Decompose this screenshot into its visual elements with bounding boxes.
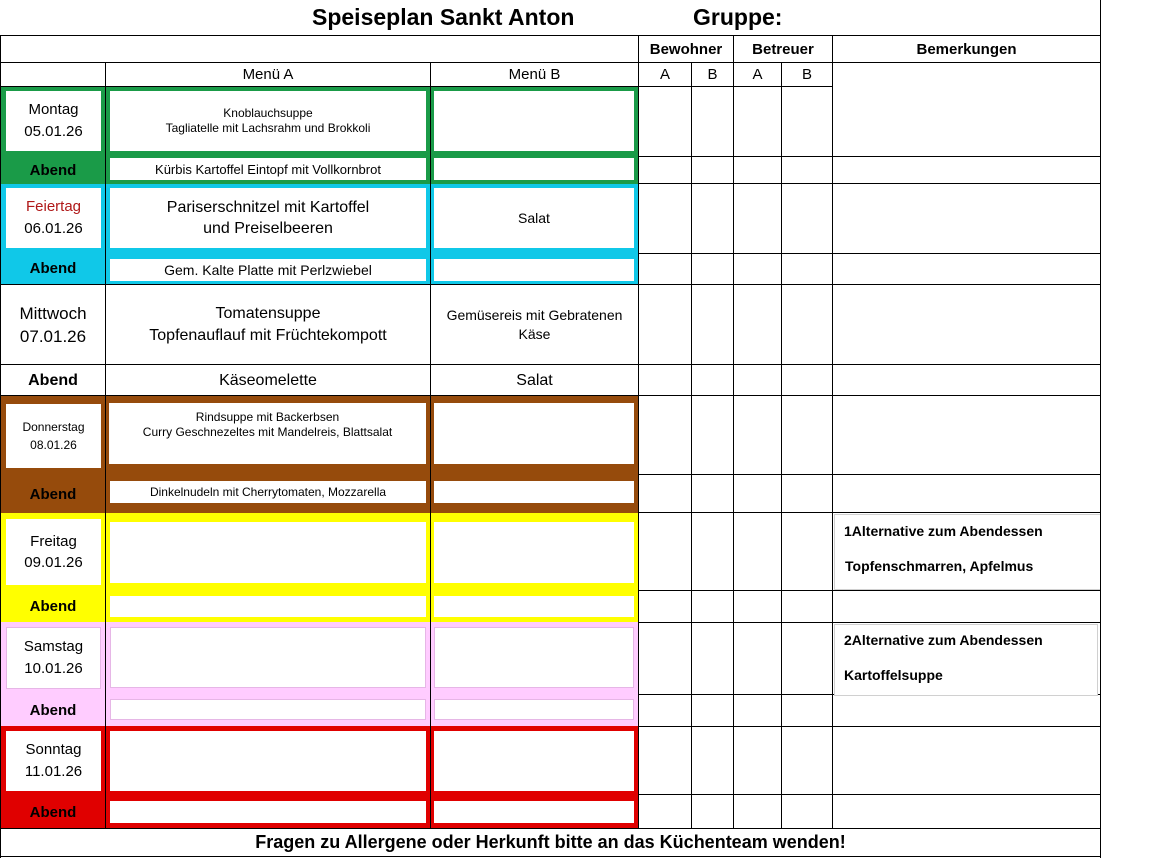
samstag-evening-a bbox=[110, 699, 426, 720]
sonntag-evening-a bbox=[110, 801, 426, 823]
feiertag-menu-b-text: Salat bbox=[518, 210, 550, 226]
sub-col-betreuer-b: B bbox=[801, 66, 812, 83]
samstag-day-box bbox=[6, 627, 101, 689]
grid-line bbox=[430, 62, 431, 828]
feiertag-menu-b bbox=[434, 188, 634, 248]
freitag-evening-b bbox=[434, 596, 634, 617]
grid-line bbox=[691, 62, 692, 828]
donnerstag-day: Donnerstag bbox=[22, 420, 85, 434]
grid-line bbox=[0, 364, 1101, 365]
col-betreuer: Betreuer bbox=[752, 40, 814, 58]
mittwoch-menu-a-line1: Tomatensuppe bbox=[215, 305, 321, 322]
feiertag-evening-a-text: Gem. Kalte Platte mit Perlzwiebel bbox=[164, 262, 372, 278]
samstag-menu-b bbox=[434, 627, 634, 688]
montag-evening-a-text: Kürbis Kartoffel Eintopf mit Vollkornbrot bbox=[155, 161, 381, 177]
feiertag-menu-a-line2: und Preiselbeeren bbox=[203, 220, 333, 237]
sonntag-evening-label: Abend bbox=[29, 803, 77, 821]
note-freitag-line1: 1Alternative zum Abendessen bbox=[844, 523, 1043, 539]
donnerstag-date: 08.01.26 bbox=[30, 438, 77, 452]
sonntag-menu-a bbox=[110, 731, 426, 791]
donnerstag-evening-b bbox=[434, 481, 634, 503]
grid-line bbox=[638, 253, 1101, 254]
samstag-menu-a bbox=[110, 627, 426, 688]
grid-line bbox=[638, 35, 639, 828]
grid-line bbox=[0, 35, 1, 858]
donnerstag-evening-a-text: Dinkelnudeln mit Cherrytomaten, Mozzarella bbox=[149, 485, 387, 499]
col-menu-b: Menü B bbox=[508, 66, 561, 83]
col-bewohner: Bewohner bbox=[649, 40, 723, 58]
freitag-menu-a bbox=[110, 522, 426, 583]
mittwoch-evening-b: Salat bbox=[516, 371, 553, 389]
grid-line bbox=[0, 856, 1101, 857]
sonntag-menu-b bbox=[434, 731, 634, 791]
grid-line bbox=[638, 512, 1101, 513]
sub-col-bewohner-a: A bbox=[659, 66, 670, 83]
donnerstag-evening-label: Abend bbox=[29, 485, 77, 503]
donnerstag-menu-a-line1: Rindsuppe mit Backerbsen bbox=[195, 410, 340, 424]
feiertag-evening-a bbox=[110, 259, 426, 281]
mittwoch-menu-b-line1: Gemüsereis mit Gebratenen bbox=[446, 307, 623, 323]
col-menu-a: Menü A bbox=[242, 66, 294, 83]
feiertag-menu-a-line1: Pariserschnitzel mit Kartoffel bbox=[166, 199, 370, 216]
sonntag-day-box bbox=[6, 731, 101, 791]
montag-menu-b bbox=[434, 91, 634, 151]
montag-evening-b bbox=[434, 158, 634, 180]
samstag-evening-label: Abend bbox=[29, 702, 77, 719]
montag-day-box bbox=[6, 91, 101, 151]
montag-menu-a bbox=[110, 91, 426, 151]
grid-line bbox=[781, 62, 782, 828]
freitag-date: 09.01.26 bbox=[24, 554, 83, 571]
freitag-menu-b bbox=[434, 522, 634, 583]
feiertag-day-box bbox=[6, 188, 101, 248]
sub-col-bewohner-b: B bbox=[707, 66, 718, 83]
page-title: Speiseplan Sankt Anton bbox=[312, 4, 575, 30]
mittwoch-date: 07.01.26 bbox=[19, 327, 87, 346]
grid-line bbox=[733, 35, 734, 828]
grid-line bbox=[1100, 0, 1101, 858]
montag-day: Montag bbox=[28, 101, 79, 118]
samstag-date: 10.01.26 bbox=[24, 660, 83, 677]
col-bemerkungen: Bemerkungen bbox=[916, 40, 1017, 58]
grid-line bbox=[638, 183, 1101, 184]
mittwoch-menu-a bbox=[106, 286, 430, 364]
donnerstag-menu-b bbox=[434, 403, 634, 464]
grid-line bbox=[0, 284, 1101, 285]
feiertag-evening-b bbox=[434, 259, 634, 281]
note-samstag bbox=[834, 624, 1098, 696]
freitag-day-box bbox=[6, 519, 101, 585]
montag-evening-label: Abend bbox=[29, 161, 77, 179]
mittwoch-evening-a: Käseomelette bbox=[219, 371, 317, 389]
group-label: Gruppe: bbox=[693, 4, 783, 30]
feiertag-evening-label: Abend bbox=[29, 260, 77, 277]
grid-line bbox=[832, 35, 833, 828]
feiertag-date: 06.01.26 bbox=[24, 220, 83, 237]
feiertag-day: Feiertag bbox=[25, 198, 82, 215]
sub-col-betreuer-a: A bbox=[752, 66, 763, 83]
freitag-day: Freitag bbox=[30, 533, 77, 550]
samstag-day: Samstag bbox=[23, 638, 84, 655]
grid-line bbox=[0, 395, 1101, 396]
donnerstag-day-box bbox=[6, 404, 101, 468]
samstag-evening-b bbox=[434, 699, 634, 720]
note-freitag-line2: Topfenschmarren, Apfelmus bbox=[845, 558, 1034, 574]
grid-line bbox=[638, 794, 1101, 795]
grid-line bbox=[638, 726, 1101, 727]
mittwoch-day-box bbox=[1, 286, 105, 364]
montag-evening-a bbox=[110, 158, 426, 180]
grid-line bbox=[638, 622, 1101, 623]
donnerstag-evening-a bbox=[110, 481, 426, 503]
mittwoch-day: Mittwoch bbox=[19, 304, 87, 323]
donnerstag-menu-a bbox=[109, 403, 426, 464]
note-freitag bbox=[834, 514, 1100, 590]
feiertag-menu-a bbox=[110, 188, 426, 248]
grid-line bbox=[638, 590, 1101, 591]
freitag-evening-label: Abend bbox=[29, 598, 77, 615]
montag-menu-a-line2: Tagliatelle mit Lachsrahm und Brokkoli bbox=[165, 121, 371, 135]
mittwoch-menu-a-line2: Topfenauflauf mit Früchtekompott bbox=[149, 327, 387, 344]
note-samstag-line1: 2Alternative zum Abendessen bbox=[844, 632, 1043, 648]
sonntag-date: 11.01.26 bbox=[24, 763, 83, 780]
montag-date: 05.01.26 bbox=[24, 123, 83, 140]
mittwoch-menu-b-line2: Käse bbox=[518, 326, 551, 342]
sonntag-day: Sonntag bbox=[25, 741, 82, 758]
mittwoch-evening-label: Abend bbox=[28, 371, 78, 389]
montag-menu-a-line1: Knoblauchsuppe bbox=[223, 106, 313, 120]
mittwoch-menu-b bbox=[431, 286, 638, 364]
donnerstag-menu-a-line2: Curry Geschnezeltes mit Mandelreis, Blattsalat bbox=[142, 425, 393, 439]
note-samstag-line2: Kartoffelsuppe bbox=[844, 667, 943, 683]
grid-line bbox=[0, 86, 833, 87]
freitag-evening-a bbox=[110, 596, 426, 617]
grid-line bbox=[105, 62, 106, 828]
sonntag-evening-b bbox=[434, 801, 634, 823]
footer-note: Fragen zu Allergene oder Herkunft bitte an das Küchenteam wenden! bbox=[255, 832, 846, 852]
grid-line bbox=[638, 156, 1101, 157]
grid-line bbox=[638, 474, 1101, 475]
